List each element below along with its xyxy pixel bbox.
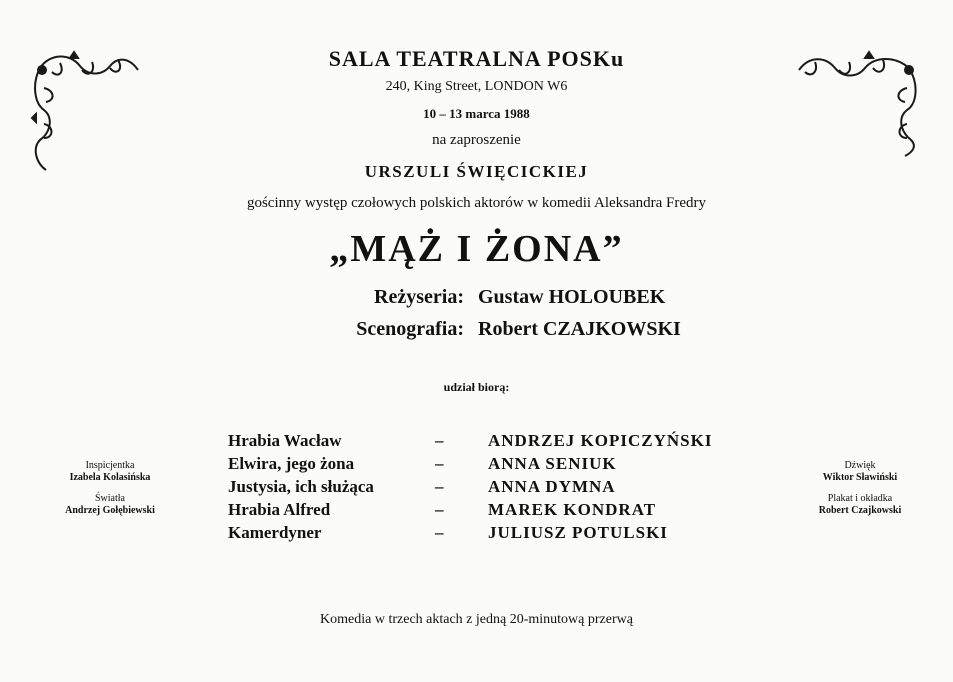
cast-dash: – [435, 500, 444, 519]
cast-role: Elwira, jego żona [228, 454, 355, 473]
crew-credit [40, 493, 180, 517]
performance-description: gościnny występ czołowych polskich aktorów w komedii Aleksandra Fredry [246, 195, 707, 211]
crew-name: Andrzej Gołębiewski [65, 505, 155, 516]
cast-actor: ANDRZEJ KOPICZYŃSKI [488, 431, 713, 450]
crew-title: Dźwięk [844, 460, 876, 471]
crew-credit [790, 493, 930, 517]
crew-credit [790, 460, 930, 484]
right-crew-credits [790, 460, 930, 526]
crew-name: Wiktor Sławiński [822, 472, 898, 483]
venue-address: 240, King Street, LONDON W6 [385, 79, 568, 94]
crew-title: Światła [95, 493, 125, 504]
crew-credit [40, 460, 180, 484]
scenography-name: Robert CZAJKOWSKI [478, 318, 681, 340]
scenography-label: Scenografia: [356, 318, 464, 340]
cast-dash: – [435, 523, 444, 542]
host-name: URSZULI ŚWIĘCICKIEJ [364, 162, 589, 181]
scenography-credit [296, 318, 681, 341]
cast-role: Hrabia Alfred [228, 500, 331, 519]
venue-title: SALA TEATRALNA POSKu [328, 46, 625, 71]
cast-actor: ANNA SENIUK [488, 454, 617, 473]
performance-dates: 10 – 13 marca 1988 [423, 106, 530, 121]
cast-actor: MAREK KONDRAT [488, 500, 657, 519]
director-label: Reżyseria: [374, 286, 464, 308]
cast-actor: JULIUSZ POTULSKI [488, 523, 668, 542]
footer-note: Komedia w trzech aktach z jedną 20-minutową przerwą [320, 612, 633, 627]
cast-dash: – [435, 477, 444, 496]
invitation-line: na zaproszenie [432, 132, 521, 148]
crew-name: Izabela Kolasińska [69, 472, 151, 483]
cast-role: Kamerdyner [228, 523, 322, 542]
director-credit [296, 286, 665, 309]
cast-role: Justysia, ich służąca [228, 477, 374, 496]
director-name: Gustaw HOLOUBEK [478, 286, 666, 308]
left-crew-credits [40, 460, 180, 526]
play-title: „MĄŻ I ŻONA” [329, 228, 624, 270]
cast-heading: udział biorą: [443, 380, 510, 394]
cast-actor: ANNA DYMNA [488, 477, 616, 496]
crew-title: Inspicjentka [85, 460, 135, 471]
cast-dash: – [435, 431, 444, 450]
crew-title: Plakat i okładka [827, 493, 893, 504]
cast-dash: – [435, 454, 444, 473]
crew-name: Robert Czajkowski [818, 505, 902, 516]
cast-role: Hrabia Wacław [228, 431, 342, 450]
